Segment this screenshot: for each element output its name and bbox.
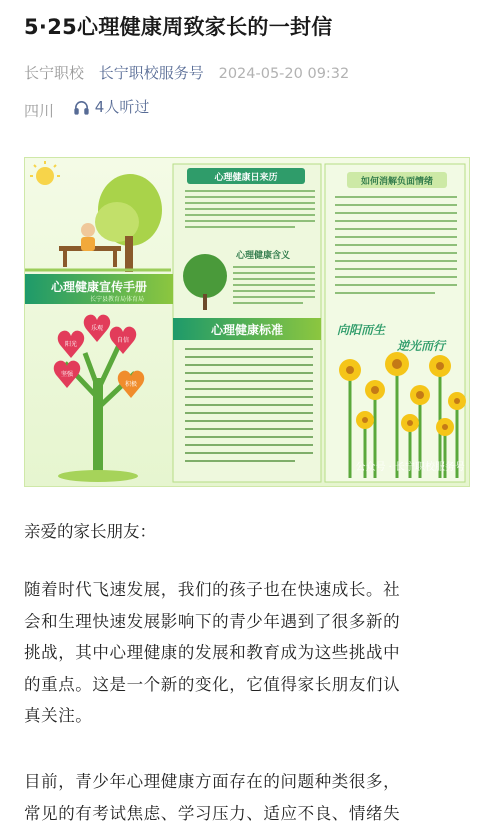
paragraph-line: 常见的有考试焦虑、学习压力、适应不良、情绪失 bbox=[24, 803, 401, 823]
paragraph-one bbox=[24, 574, 474, 732]
standard-title: 心理健康标准 bbox=[210, 323, 284, 337]
greeting: 亲爱的家长朋友： bbox=[24, 522, 156, 541]
paragraph-line: 的重点。这是一个新的变化，它值得家长朋友们认 bbox=[24, 674, 401, 694]
slogan-two: 逆光而行 bbox=[397, 339, 446, 353]
account-name-link[interactable]: 长宁职校服务号 bbox=[98, 64, 204, 82]
author-name: 长宁职校 bbox=[24, 64, 85, 82]
article-meta bbox=[24, 62, 359, 84]
paragraph-two bbox=[24, 766, 474, 829]
listen-count: 4人听过 bbox=[94, 98, 150, 116]
heart-label: 乐观 bbox=[90, 325, 104, 332]
poster-illustration bbox=[25, 158, 470, 487]
daily-header: 心理健康日来历 bbox=[214, 173, 278, 183]
article-meta-secondary bbox=[24, 96, 149, 118]
paragraph-line: 真关注。 bbox=[24, 706, 93, 725]
heart-label: 坚强 bbox=[60, 371, 74, 378]
paragraph-line: 随着时代飞速发展，我们的孩子也在快速成长。社 bbox=[24, 580, 401, 599]
poster-watermark: 公众号 · 长宁职校服务号 bbox=[355, 462, 465, 473]
poster-image[interactable] bbox=[24, 157, 470, 487]
handbook-subtitle: 长宁县教育局体育局 bbox=[89, 296, 145, 303]
article-title: 5·25心理健康周致家长的一封信 bbox=[24, 15, 333, 39]
region-label: 四川 bbox=[24, 101, 55, 120]
meaning-title: 心理健康含义 bbox=[235, 251, 291, 261]
handbook-title: 心理健康宣传手册 bbox=[50, 280, 148, 294]
publish-time: 2024-05-20 09:32 bbox=[218, 66, 350, 82]
headphones-icon bbox=[73, 99, 90, 116]
paragraph-line: 挑战，其中心理健康的发展和教育成为这些挑战中 bbox=[24, 643, 401, 662]
paragraph-line: 会和生理快速发展影响下的青少年遇到了很多新的 bbox=[24, 611, 401, 631]
listen-button[interactable] bbox=[73, 96, 150, 118]
slogan-one: 向阳而生 bbox=[337, 323, 386, 337]
heart-label: 积极 bbox=[124, 381, 138, 388]
heart-label: 自信 bbox=[116, 337, 130, 344]
emotion-header: 如何消解负面情绪 bbox=[360, 177, 434, 187]
heart-label: 阳光 bbox=[64, 341, 78, 348]
paragraph-line: 目前，青少年心理健康方面存在的问题种类很多， bbox=[24, 772, 401, 791]
